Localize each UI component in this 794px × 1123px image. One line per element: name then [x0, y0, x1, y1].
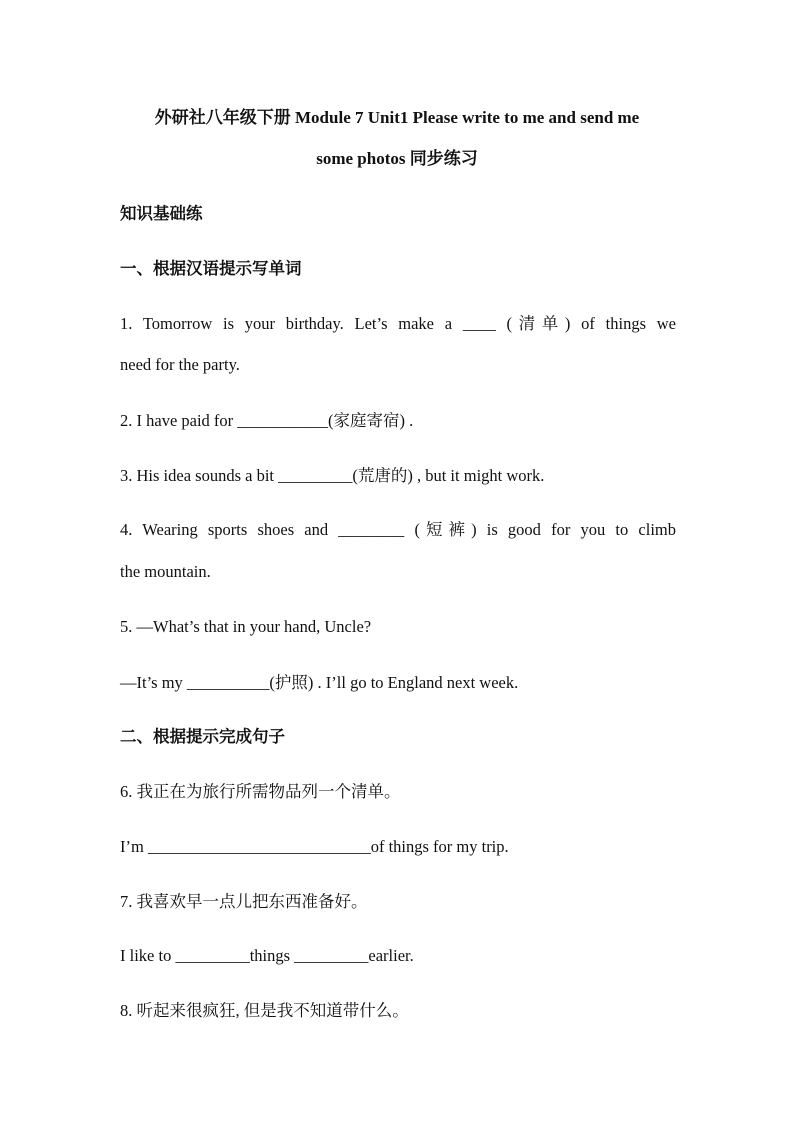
part1-heading: 一、根据汉语提示写单词	[120, 259, 302, 278]
question-5-prompt: 5. —What’s that in your hand, Uncle?	[120, 617, 372, 636]
question-4-line-2: the mountain.	[120, 562, 211, 581]
question-4-line-1: 4. Wearing sports shoes and ________ (短裤) is good for you to climb	[120, 520, 676, 539]
document-title-line-2: some photos 同步练习	[316, 149, 478, 168]
part2-heading: 二、根据提示完成句子	[120, 727, 285, 746]
question-3: 3. His idea sounds a bit _________(荒唐的) , but it might work.	[120, 466, 545, 485]
question-2: 2. I have paid for ___________(家庭寄宿) .	[120, 411, 414, 430]
section-heading: 知识基础练	[120, 204, 203, 223]
question-6-chinese: 6. 我正在为旅行所需物品列一个清单。	[120, 782, 401, 801]
question-8-chinese: 8. 听起来很疯狂, 但是我不知道带什么。	[120, 1001, 409, 1020]
question-1-line-2: need for the party.	[120, 355, 240, 374]
document-title-line-1: 外研社八年级下册 Module 7 Unit1 Please write to me and send me	[154, 108, 640, 127]
question-6-english: I’m ___________________________of things for my trip.	[120, 837, 509, 856]
question-5-answer: —It’s my __________(护照) . I’ll go to England next week.	[120, 673, 519, 692]
question-7-english: I like to _________things _________earlier.	[120, 946, 414, 965]
question-1-line-1: 1. Tomorrow is your birthday. Let’s make a ____ (清单) of things we	[120, 314, 676, 333]
question-7-chinese: 7. 我喜欢早一点儿把东西准备好。	[120, 892, 368, 911]
